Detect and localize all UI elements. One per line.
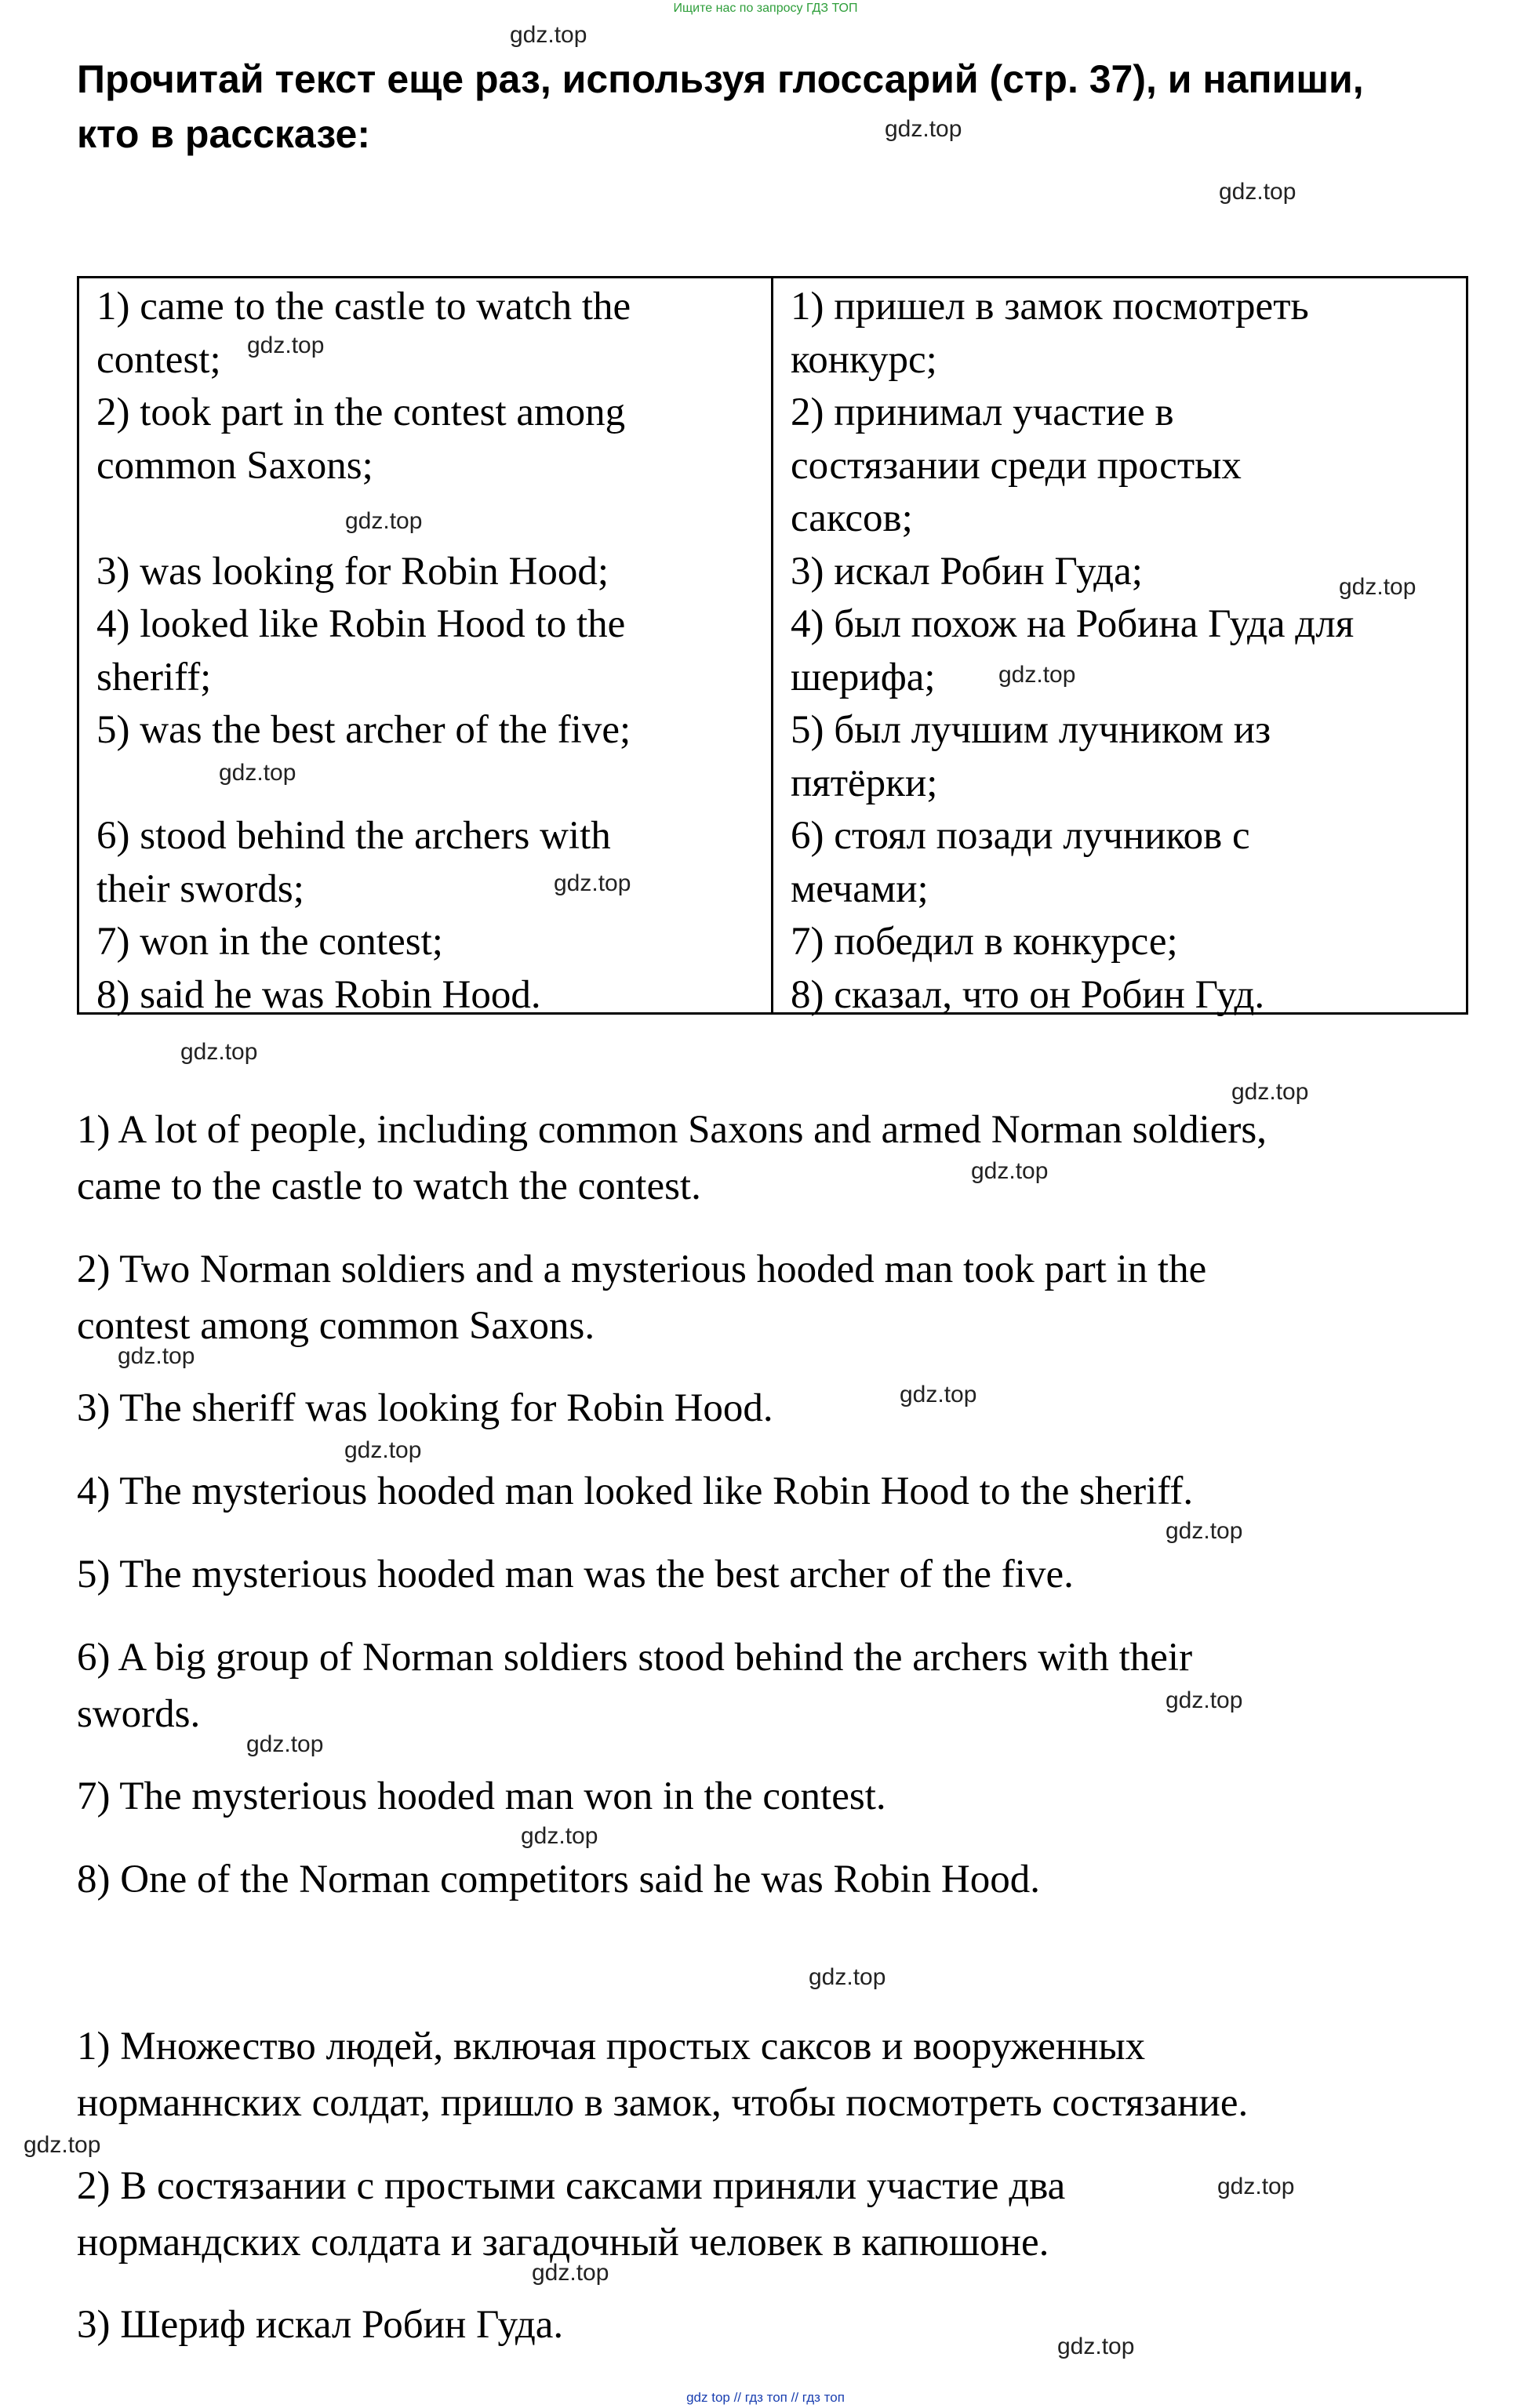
answer-en-8 — [77, 1851, 1489, 1908]
answer-line: 6) A big group of Norman soldiers stood behind the archers with their — [77, 1636, 1193, 1680]
watermark: gdz.top — [998, 662, 1076, 688]
watermark: gdz.top — [554, 870, 631, 896]
watermark: gdz.top — [971, 1158, 1049, 1184]
table-line: мечами; — [791, 866, 929, 911]
table-line: 4) был похож на Робина Гуда для — [791, 602, 1355, 646]
footer-links: gdz top // гдз топ // гдз топ — [686, 2390, 845, 2405]
table-line: 8) said he was Robin Hood. — [96, 972, 541, 1017]
top-banner: Ищите нас по запросу ГДЗ ТОП — [673, 2, 858, 15]
watermark: gdz.top — [219, 760, 296, 786]
answer-line: 7) The mysterious hooded man won in the contest. — [77, 1774, 886, 1818]
table-line: 7) won in the contest; — [96, 920, 443, 964]
watermark: gdz.top — [246, 1731, 324, 1757]
table-line: 7) победил в конкурсе; — [791, 920, 1178, 964]
watermark: gdz.top — [510, 22, 587, 48]
answer-line: 5) The mysterious hooded man was the best archer of the five. — [77, 1553, 1074, 1596]
answer-line: came to the castle to watch the contest. — [77, 1164, 701, 1208]
watermark: gdz.top — [344, 1437, 422, 1463]
table-line: состязании среди простых — [791, 443, 1242, 488]
answer-line: 3) The sheriff was looking for Robin Hood. — [77, 1386, 773, 1430]
exercise-heading — [77, 52, 1489, 162]
table-line: their swords; — [96, 866, 304, 911]
answer-en-5 — [77, 1546, 1489, 1603]
answer-en-7 — [77, 1768, 1489, 1825]
answer-en-6 — [77, 1629, 1489, 1742]
answer-en-3 — [77, 1380, 1489, 1436]
watermark: gdz.top — [1231, 1079, 1309, 1105]
table-line: 3) искал Робин Гуда; — [791, 549, 1143, 594]
table-line: sheriff; — [96, 655, 212, 699]
watermark: gdz.top — [1166, 1687, 1243, 1713]
table-line: пятёрки; — [791, 761, 938, 805]
answer-line: 8) One of the Norman competitors said he was Robin Hood. — [77, 1858, 1041, 1901]
answer-line: 3) Шериф искал Робин Гуда. — [77, 2303, 564, 2347]
watermark: gdz.top — [1219, 179, 1296, 205]
answer-ru-1 — [77, 2018, 1489, 2131]
table-line: contest; — [96, 337, 221, 382]
watermark: gdz.top — [532, 2260, 609, 2286]
watermark: gdz.top — [885, 116, 962, 142]
table-line: 2) took part in the contest among — [96, 390, 626, 434]
table-line: 5) был лучшим лучником из — [791, 708, 1271, 752]
watermark: gdz.top — [180, 1039, 258, 1065]
table-line: саксов; — [791, 496, 913, 540]
answer-line: нормандских солдата и загадочный человек в капюшоне. — [77, 2221, 1049, 2265]
table-line: 5) was the best archer of the five; — [96, 708, 631, 752]
table-line: 6) stood behind the archers with — [96, 814, 611, 858]
watermark: gdz.top — [247, 332, 325, 358]
answer-en-2 — [77, 1241, 1489, 1354]
table-line: конкурс; — [791, 337, 937, 382]
table-line: 4) looked like Robin Hood to the — [96, 602, 626, 646]
watermark: gdz.top — [809, 1964, 886, 1990]
table-line: 8) сказал, что он Робин Гуд. — [791, 972, 1265, 1017]
table-divider — [771, 276, 773, 1015]
answer-line: норманнских солдат, пришло в замок, чтобы посмотреть состязание. — [77, 2081, 1249, 2125]
table-line — [96, 757, 631, 811]
answer-line: 4) The mysterious hooded man looked like Robin Hood to the sheriff. — [77, 1469, 1194, 1513]
answer-line: 2) Two Norman soldiers and a mysterious hooded man took part in the — [77, 1248, 1207, 1291]
table-line: шерифа; — [791, 655, 936, 699]
watermark: gdz.top — [1166, 1518, 1243, 1544]
answer-line: 2) В состязании с простыми саксами приняли участие два — [77, 2164, 1066, 2208]
answer-line: 1) A lot of people, including common Saxons and armed Norman soldiers, — [77, 1108, 1267, 1152]
answer-en-4 — [77, 1463, 1489, 1520]
heading-line-1: Прочитай текст еще раз, используя глоссарий (стр. 37), и напиши, — [77, 57, 1364, 101]
watermark: gdz.top — [345, 508, 423, 534]
answer-ru-3 — [77, 2297, 1489, 2353]
table-line: 6) стоял позади лучников с — [791, 814, 1250, 858]
answer-line: contest among common Saxons. — [77, 1304, 595, 1348]
answer-line: swords. — [77, 1692, 201, 1736]
watermark: gdz.top — [118, 1343, 195, 1369]
heading-line-2: кто в рассказе: — [77, 112, 370, 156]
table-line: common Saxons; — [96, 443, 373, 488]
answer-line: 1) Множество людей, включая простых саксов и вооруженных — [77, 2025, 1146, 2068]
watermark: gdz.top — [24, 2132, 101, 2158]
table-column-russian — [791, 281, 1354, 1022]
watermark: gdz.top — [1339, 574, 1416, 600]
table-column-english — [96, 281, 631, 1022]
watermark: gdz.top — [900, 1382, 977, 1407]
answer-en-1 — [77, 1102, 1489, 1215]
watermark: gdz.top — [1217, 2174, 1295, 2199]
watermark: gdz.top — [521, 1823, 598, 1849]
table-line: 1) came to the castle to watch the — [96, 285, 631, 329]
table-line: 1) пришел в замок посмотреть — [791, 285, 1309, 329]
table-line: 2) принимал участие в — [791, 390, 1174, 434]
watermark: gdz.top — [1057, 2334, 1135, 2359]
table-line: 3) was looking for Robin Hood; — [96, 549, 609, 594]
